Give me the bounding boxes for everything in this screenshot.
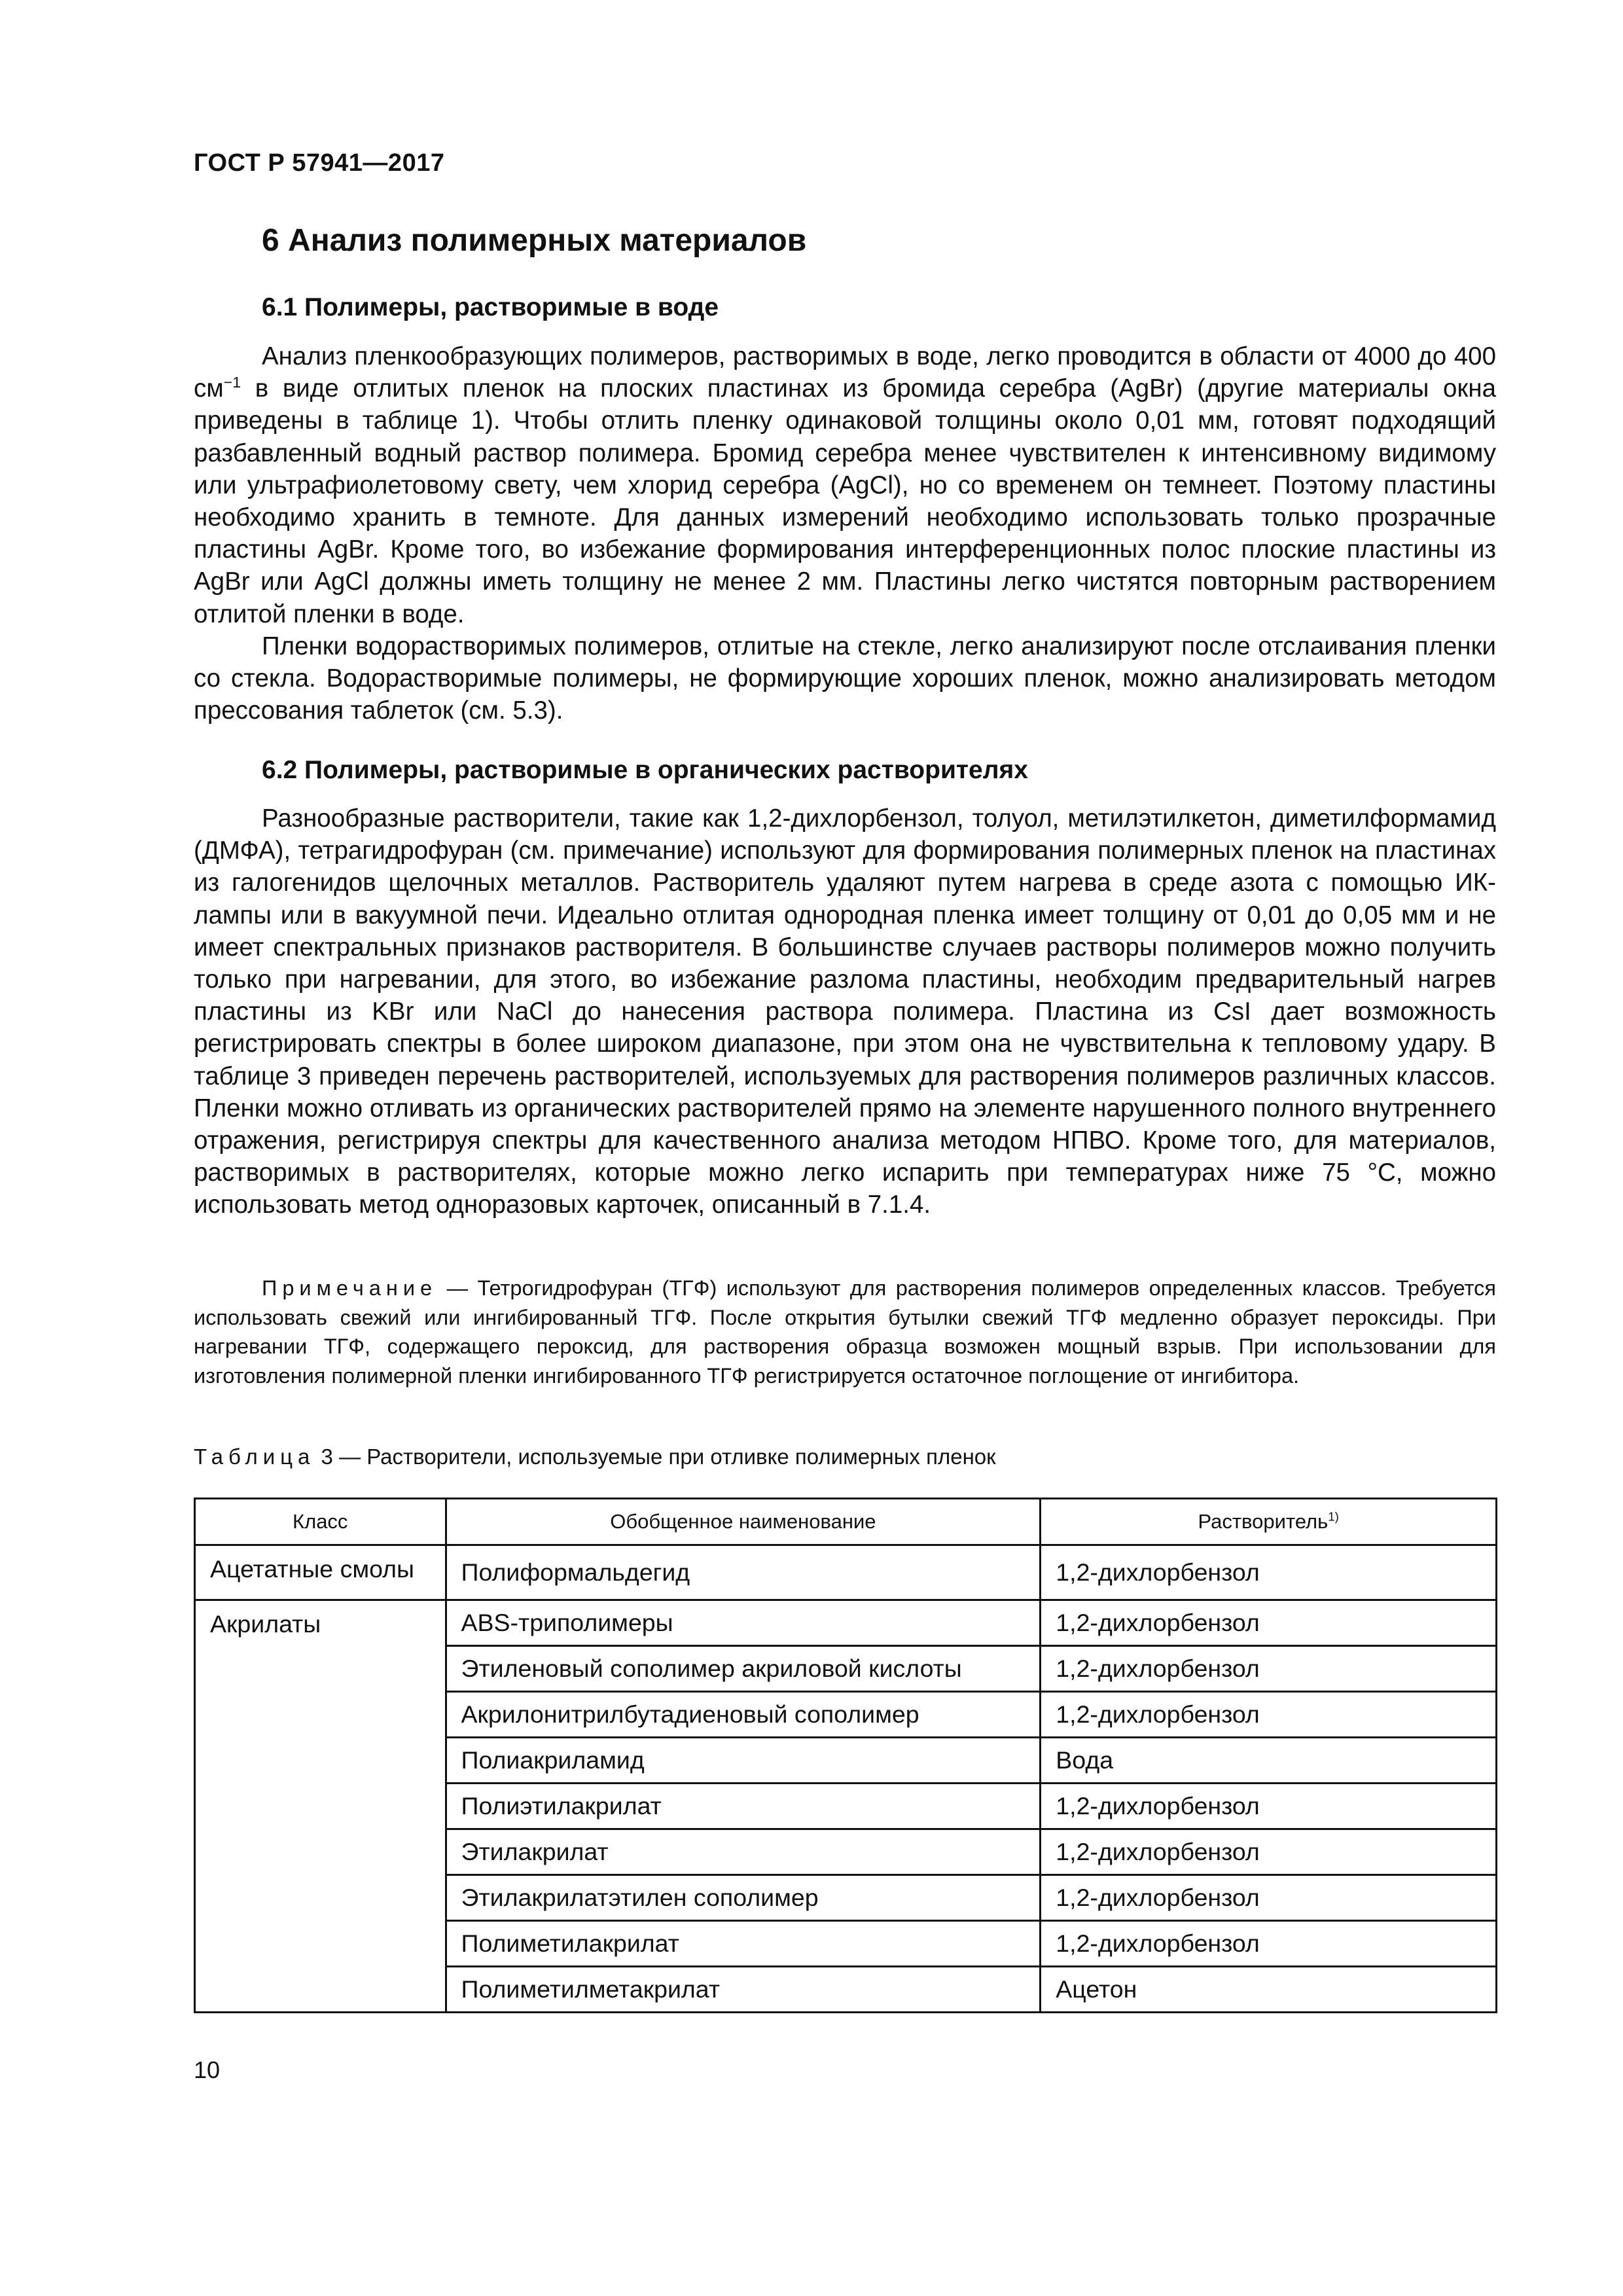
solvent-cell: 1,2-дихлорбензол (1041, 1600, 1497, 1646)
footnote-marker: 1) (1328, 1509, 1339, 1524)
page-number: 10 (194, 2056, 221, 2083)
name-cell: Полиакриламид (446, 1738, 1041, 1784)
name-cell: Полиметилакрилат (446, 1921, 1041, 1967)
class-cell: Ацетатные смолы (195, 1545, 446, 1600)
solvent-cell: Вода (1041, 1738, 1497, 1784)
solvent-cell: 1,2-дихлорбензол (1041, 1692, 1497, 1738)
solvent-cell: 1,2-дихлорбензол (1041, 1784, 1497, 1829)
note (194, 1274, 1496, 1390)
column-header-name: Обобщенное наименование (446, 1499, 1041, 1545)
column-header-solvent (1041, 1499, 1497, 1545)
solvent-cell: 1,2-дихлорбензол (1041, 1829, 1497, 1875)
name-cell: Этиленовый сополимер акриловой кислоты (446, 1646, 1041, 1692)
paragraph-6-1-2: Пленки водорастворимых полимеров, отлитые на стекле, легко анализируют после отслаивания пленки со стекла. Водорастворимые полимеры, не формирующие хороших пленок, можно анализировать методом прессования таблеток (см. 5.3). (194, 632, 1496, 725)
name-cell: Полиформальдегид (446, 1545, 1041, 1600)
solvent-cell: 1,2-дихлорбензол (1041, 1921, 1497, 1967)
table-caption-text: 3 — Растворители, используемые при отливке полимерных пленок (315, 1444, 996, 1469)
name-cell: ABS-триполимеры (446, 1600, 1041, 1646)
solvents-table (194, 1498, 1497, 2013)
subsection-heading-6-1: 6.1 Полимеры, растворимые в воде (262, 293, 719, 321)
note-text: — Тетрогидрофуран (ТГФ) используют для растворения полимеров определенных классов. Требуется использовать свежий или ингибированный ТГФ. После открытия бутылки свежий ТГФ медленно образует пероксиды. При нагревании ТГФ, содержащего пероксид, для растворения образца возможен мощный взрыв. При использовании для изготовления полимерной пленки ингибированного ТГФ регистрируется остаточное поглощение от ингибитора. (194, 1276, 1496, 1388)
subsection-heading-6-2: 6.2 Полимеры, растворимые в органических растворителях (262, 756, 1028, 784)
name-cell: Этилакрилат (446, 1829, 1041, 1875)
paragraph-6-2-1: Разнообразные растворители, такие как 1,2-дихлорбензол, толуол, метилэтилкетон, диметилформамид (ДМФА), тетрагидрофуран (см. примечание) используют для формирования полимерных пленок на пластинах из галогенидов щелочных металлов. Растворитель удаляют путем нагрева в среде азота с помощью ИК-лампы или в вакуумной печи. Идеально отлитая однородная пленка имеет толщину от 0,01 до 0,05 мм и не имеет спектральных признаков растворителя. В большинстве случаев растворы полимеров можно получить только при нагревании, для этого, во избежание разлома пластины, необходим предварительный нагрев пластины из KBr или NaCl до нанесения раствора полимера. Пластина из CsI дает возможность регистрировать спектры в более широком диапазоне, при этом она не чувствительна к тепловому удару. В таблице 3 приведен перечень растворителей, используемых для растворения полимеров различных классов. Пленки можно отливать из органических растворителей прямо на элементе нарушенного полного внутреннего отражения, регистрируя спектры для качественного анализа методом НПВО. Кроме того, для материалов, растворимых в растворителях, которые можно легко испарить при температурах ниже 75 °С, можно использовать метод одноразовых карточек, описанный в 7.1.4. (194, 804, 1496, 1219)
table-row (195, 1545, 1497, 1600)
table-caption-label: Таблица (194, 1444, 315, 1469)
solvent-cell: 1,2-дихлорбензол (1041, 1545, 1497, 1600)
paragraph-text: в виде отлитых пленок на плоских пластинах из бромида серебра (AgBr) (другие материалы окна приведены в таблице 1). Чтобы отлить пленку одинаковой толщины около 0,01 мм, готовят подходящий разбавленный водный раствор полимера. Бромид серебра менее чувствителен к интенсивному видимому или ультрафиолетовому свету, чем хлорид серебра (AgCl), но со временем он темнеет. Поэтому пластины необходимо хранить в темноте. Для данных измерений необходимо использовать только прозрачные пластины AgBr. Кроме того, во избежание формирования интерференционных полос плоские пластины из AgBr или AgCl должны иметь толщину не менее 2 мм. Пластины легко чистятся повторным растворением отлитой пленки в воде. (194, 374, 1496, 628)
section-title: 6 Анализ полимерных материалов (262, 223, 807, 258)
superscript: −1 (223, 374, 241, 391)
name-cell: Этилакрилатэтилен сополимер (446, 1875, 1041, 1921)
paragraph-text: Анализ пленкообразующих полимеров, растворимых в воде, легко проводится в области от 4000 до 400 см (194, 342, 1496, 403)
solvent-cell: Ацетон (1041, 1967, 1497, 2013)
class-cell: Акрилаты (195, 1600, 446, 2013)
document-code: ГОСТ Р 57941—2017 (194, 149, 445, 177)
table-caption (194, 1444, 996, 1469)
name-cell: Полиэтилакрилат (446, 1784, 1041, 1829)
solvent-cell: 1,2-дихлорбензол (1041, 1875, 1497, 1921)
note-label: Примечание (262, 1276, 438, 1300)
paragraph-6-1-1 (194, 340, 1496, 630)
column-header-solvent-text: Растворитель (1198, 1510, 1329, 1533)
name-cell: Полиметилметакрилат (446, 1967, 1041, 2013)
column-header-class: Класс (195, 1499, 446, 1545)
solvent-cell: 1,2-дихлорбензол (1041, 1646, 1497, 1692)
name-cell: Акрилонитрилбутадиеновый сополимер (446, 1692, 1041, 1738)
table-header-row (195, 1499, 1497, 1545)
table-row (195, 1600, 1497, 1646)
